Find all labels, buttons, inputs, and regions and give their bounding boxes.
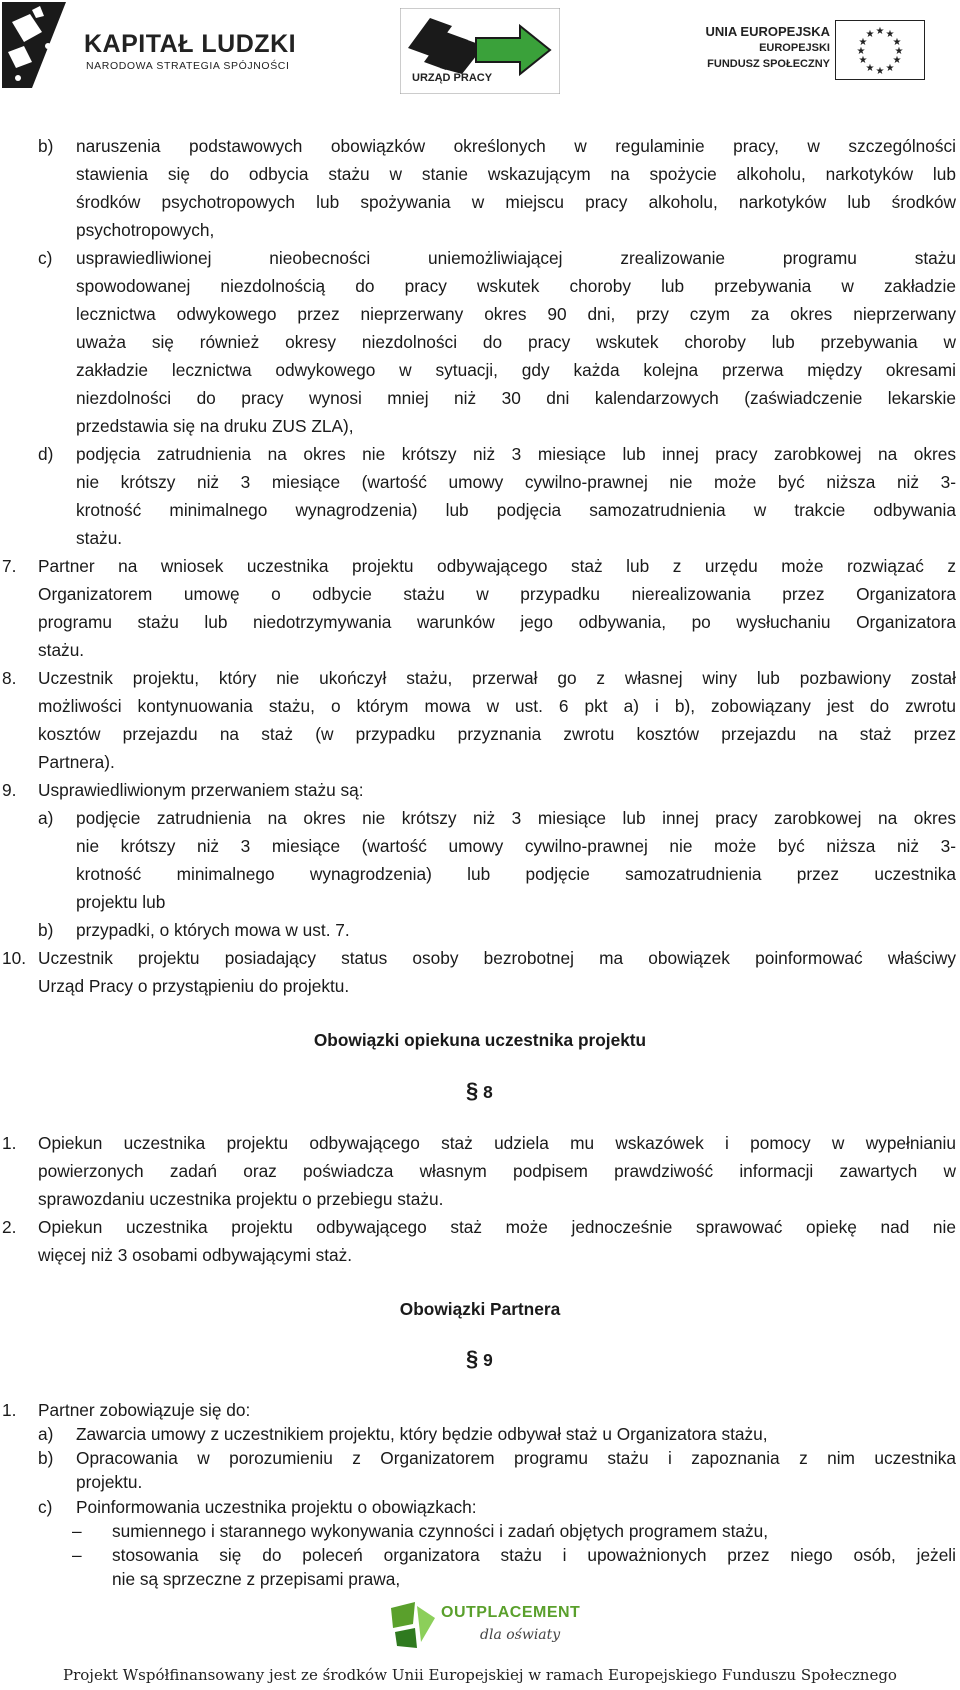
para-7-line-1: Partner na wniosek uczestnika projektu odbywającego staż lub z urzędu może rozwiązać z [38, 556, 956, 576]
urzad-pracy-label: URZĄD PRACY [412, 72, 493, 84]
svg-text:★: ★ [858, 37, 868, 48]
section-9-symbol: § 9 [466, 1346, 493, 1371]
svg-text:★: ★ [885, 29, 895, 40]
item-c-line-2: spowodowanej niezdolnością do pracy wskutek choroby lub przebywania w zakładzie [76, 276, 956, 296]
page-header [0, 0, 960, 100]
dash-1-line-1: sumiennego i starannego wykonywania czynności i zadań objętych programem stażu, [112, 1521, 769, 1541]
item-b-line-4: psychotropowych, [76, 220, 215, 240]
item-d-line-2: nie krótszy niż 3 miesiące (wartość umowy cywilno-prawnej nie może być niższa niż 3- [76, 472, 956, 492]
s8-para-2-marker: 2. [2, 1217, 17, 1237]
item-c-line-3: lecznictwa odwykowego przez nieprzerwany okres 90 dni, przy czym za okres nieprzerwany [76, 304, 956, 324]
s8-para-1-line-3: sprawozdaniu uczestnika projektu o przebiegu stażu. [38, 1189, 444, 1209]
para-7-marker: 7. [2, 556, 17, 576]
svg-text:★: ★ [875, 26, 885, 37]
item-c-line-1: usprawiedliwionej nieobecności uniemożliwiającej zrealizowanie programu stażu [76, 248, 956, 268]
kapital-ludzki-title: KAPITAŁ LUDZKI [84, 30, 297, 58]
section-8-number: 8 [483, 1082, 493, 1102]
para-9b-marker: b) [38, 920, 54, 940]
dash-2-line-2: nie są sprzeczne z przepisami prawa, [112, 1569, 401, 1589]
svg-text:★: ★ [885, 63, 895, 74]
s8-para-2-line-1: Opiekun uczestnika projektu odbywającego staż może jednocześnie sprawować opiekę nad nie [38, 1217, 956, 1237]
svg-text:★: ★ [894, 46, 904, 57]
item-d-marker: d) [38, 444, 54, 464]
section-8-symbol: § 8 [466, 1078, 493, 1103]
s8-para-2-line-2: więcej niż 3 osobami odbywającymi staż. [38, 1245, 353, 1265]
section-heading-partner: Obowiązki Partnera [399, 1299, 561, 1319]
para-10-line-2: Urząd Pracy o przystąpieniu do projektu. [38, 976, 350, 996]
item-b-marker: b) [38, 136, 54, 156]
svg-text:★: ★ [892, 55, 902, 66]
para-8-line-3: kosztów przejazdu na staż (w przypadku przyznania zwrotu kosztów przejazdu na staż przez [38, 724, 956, 744]
svg-text:★: ★ [858, 55, 868, 66]
svg-text:★: ★ [875, 66, 885, 77]
item-b-line-2: stawienia się do odbycia stażu w stanie wskazującym na spożycie alkoholu, narkotyków lub [76, 164, 956, 184]
item-c-line-6: niezdolności do pracy wynosi mniej niż 30 dni kalendarzowych (zaświadczenie lekarskie [76, 388, 956, 408]
para-9a-line-3: krotność minimalnego wynagrodzenia) lub podjęcie samozatrudnienia przez uczestnika [76, 864, 956, 884]
outplacement-subtitle: dla oświaty [480, 1627, 561, 1643]
s8-para-1-line-1: Opiekun uczestnika projektu odbywającego staż udziela mu wskazówek i pomocy w wypełnianiu [38, 1133, 956, 1153]
svg-text:★: ★ [856, 46, 866, 57]
para-10-line-1: Uczestnik projektu posiadający status osoby bezrobotnej ma obowiązek poinformować właściwy [38, 948, 956, 968]
para-9-line-1: Usprawiedliwionym przerwaniem stażu są: [38, 780, 364, 800]
s8-para-1-line-2: powierzonych zadań oraz poświadcza własnym podpisem prawdziwość informacji zawartych w [38, 1161, 956, 1181]
dash-2-marker: – [72, 1545, 82, 1565]
s9-item-b-line-2: projektu. [76, 1472, 143, 1492]
section-9-number: 9 [483, 1350, 493, 1370]
dash-2-line-1: stosowania się do poleceń organizatora stażu i upoważnionych przez niego osób, jeżeli [112, 1545, 956, 1565]
para-7-line-4: stażu. [38, 640, 85, 660]
para-9b-line-1: przypadki, o których mowa w ust. 7. [76, 920, 350, 940]
eu-flag-icon [835, 20, 925, 80]
s9-para-1-line-1: Partner zobowiązuje się do: [38, 1400, 251, 1420]
s9-item-b-line-1: Opracowania w porozumieniu z Organizatorem programu stażu i zapoznania z nim uczestnika [76, 1448, 956, 1468]
para-9a-line-1: podjęcie zatrudnienia na okres nie krótszy niż 3 miesiące lub innej pracy zarobkowej na okres [76, 808, 956, 828]
item-b-line-3: środków psychotropowych lub spożywania w miejscu pracy alkoholu, narkotyków lub środków [76, 192, 956, 212]
para-8-line-4: Partnera). [38, 752, 115, 772]
para-8-line-1: Uczestnik projektu, który nie ukończył stażu, przerwał go z własnej winy lub pozbawiony został [38, 668, 956, 688]
para-7-line-3: programu stażu lub niedotrzymywania warunków jego odbywania, po wysłuchaniu Organizatora [38, 612, 956, 632]
footer-note: Projekt Współfinansowany jest ze środków Unii Europejskiej w ramach Europejskiego Funduszu Społecznego [63, 1666, 897, 1684]
item-d-line-4: stażu. [76, 528, 123, 548]
kapital-ludzki-logo [2, 2, 302, 88]
item-c-line-5: zakładzie lecznictwa odwykowego w sytuacji, gdy każda kolejna przerwa między okresami [76, 360, 956, 380]
outplacement-title: OUTPLACEMENT [441, 1604, 581, 1621]
dash-1-marker: – [72, 1521, 82, 1541]
item-c-marker: c) [38, 248, 53, 268]
eu-line-3: FUNDUSZ SPOŁECZNY [707, 58, 830, 70]
s8-para-1-marker: 1. [2, 1133, 17, 1153]
svg-text:★: ★ [892, 37, 902, 48]
para-10-marker: 10. [2, 948, 27, 968]
outplacement-emblem-icon [385, 1598, 439, 1652]
kapital-ludzki-subtitle: NARODOWA STRATEGIA SPÓJNOŚCI [86, 60, 290, 72]
svg-text:★: ★ [865, 63, 875, 74]
eu-line-1: UNIA EUROPEJSKA [705, 24, 830, 39]
urzad-pracy-logo [400, 8, 560, 94]
item-c-line-7: przedstawia się na druku ZUS ZLA), [76, 416, 354, 436]
item-d-line-3: krotność minimalnego wynagrodzenia) lub podjęcia samozatrudnienia w trakcie odbywania [76, 500, 956, 520]
para-9a-line-4: projektu lub [76, 892, 166, 912]
s9-item-c-marker: c) [38, 1497, 53, 1517]
svg-text:★: ★ [865, 29, 875, 40]
item-d-line-1: podjęcia zatrudnienia na okres nie krótszy niż 3 miesiące lub innej pracy zarobkowej na okres [76, 444, 956, 464]
kapital-ludzki-emblem-icon [2, 2, 82, 88]
item-c-line-4: uważa się również okresy niezdolności do pracy wskutek choroby lub przebywania w [76, 332, 956, 352]
s9-item-c-line-1: Poinformowania uczestnika projektu o obowiązkach: [76, 1497, 477, 1517]
s9-item-a-line-1: Zawarcia umowy z uczestnikiem projektu, który będzie odbywał staż u Organizatora stażu, [76, 1424, 768, 1444]
outplacement-logo [385, 1598, 585, 1654]
para-9a-marker: a) [38, 808, 54, 828]
section-heading-opiekun: Obowiązki opiekuna uczestnika projektu [313, 1030, 647, 1050]
para-9a-line-2: nie krótszy niż 3 miesiące (wartość umowy cywilno-prawnej nie może być niższa niż 3- [76, 836, 956, 856]
para-7-line-2: Organizatorem umowę o odbycie stażu w przypadku nierealizowania przez Organizatora [38, 584, 956, 604]
para-8-marker: 8. [2, 668, 17, 688]
item-b-line-1: naruszenia podstawowych obowiązków określonych w regulaminie pracy, w szczególności [76, 136, 956, 156]
eu-line-2: EUROPEJSKI [759, 42, 830, 54]
para-8-line-2: możliwości kontynuowania stażu, o którym mowa w ust. 6 pkt a) i b), zobowiązany jest do zwrotu [38, 696, 956, 716]
eu-logo [700, 20, 940, 80]
para-9-marker: 9. [2, 780, 17, 800]
s9-item-b-marker: b) [38, 1448, 54, 1468]
s9-item-a-marker: a) [38, 1424, 54, 1444]
s9-para-1-marker: 1. [2, 1400, 17, 1420]
